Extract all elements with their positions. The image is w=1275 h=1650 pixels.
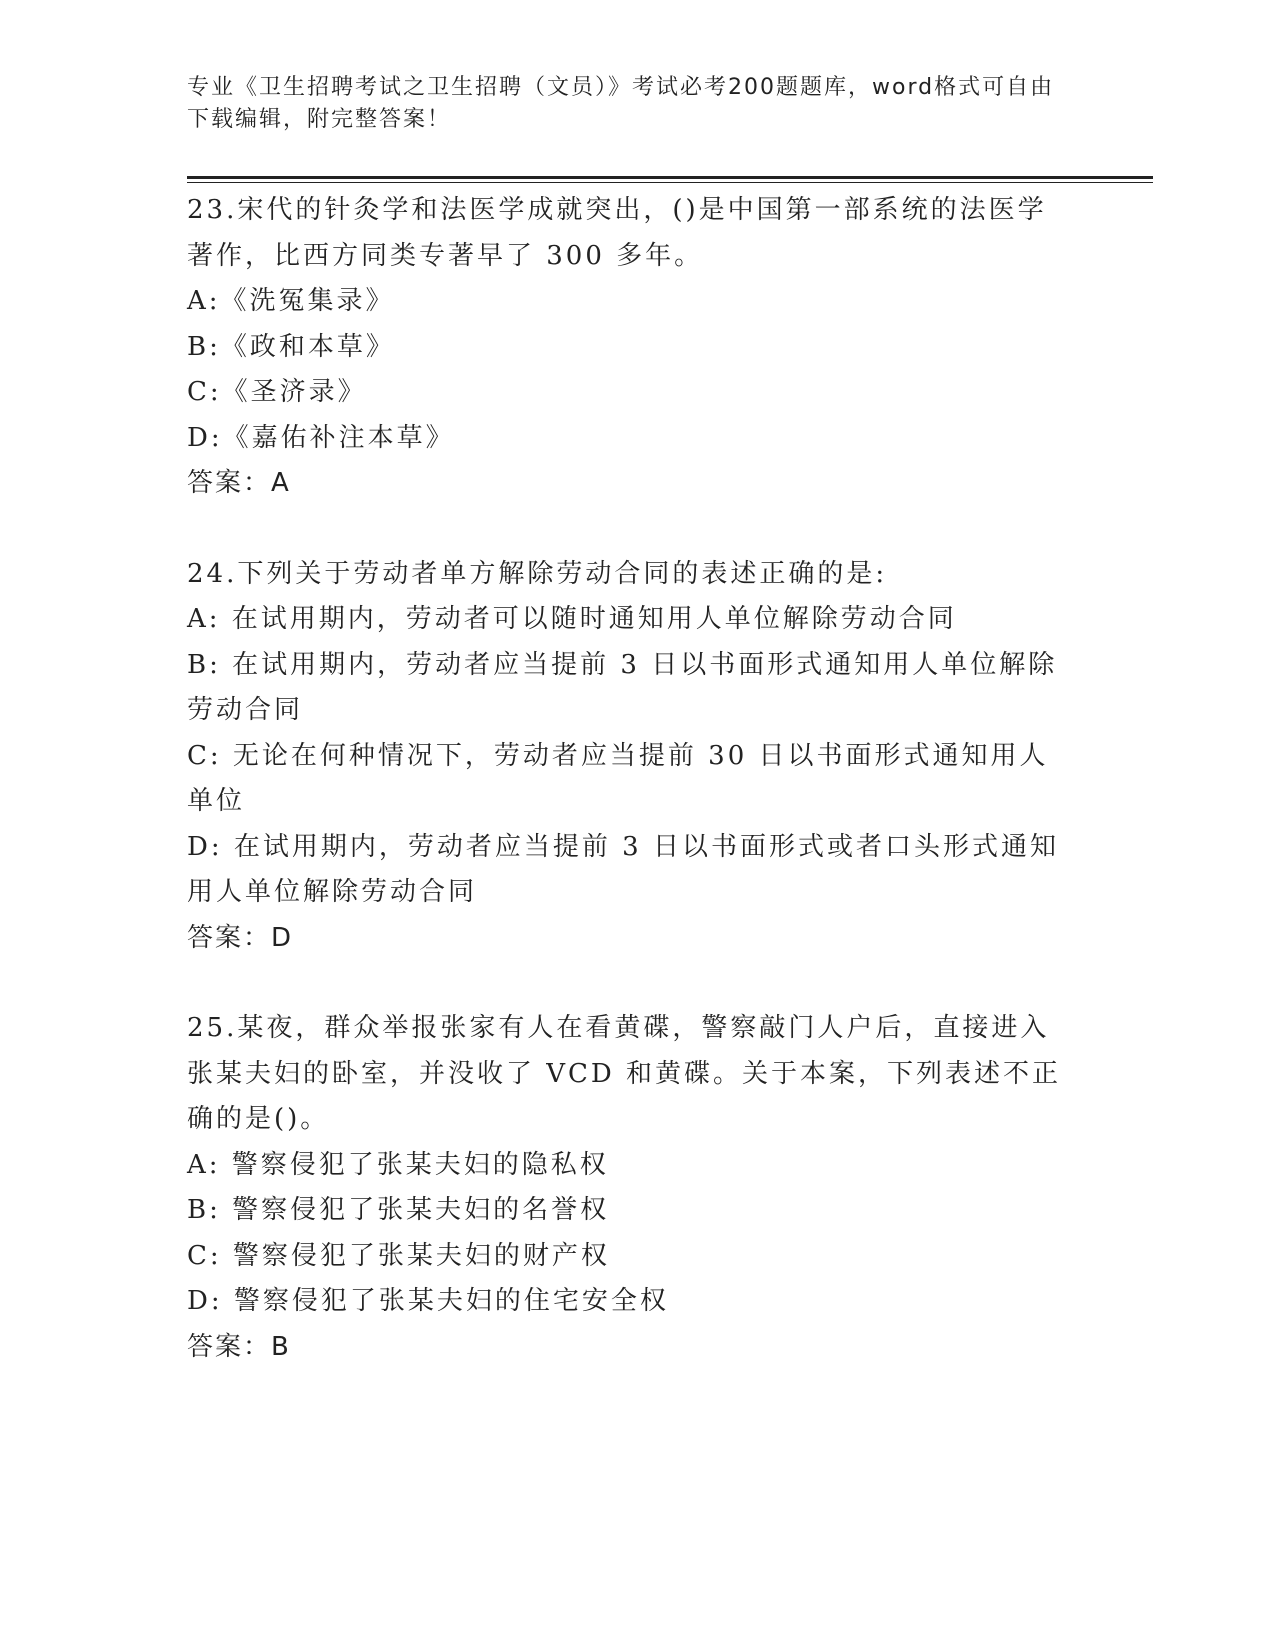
question-item <box>187 1006 1087 1370</box>
question-stem: 23.宋代的针灸学和法医学成就突出，()是中国第一部系统的法医学著作，比西方同类专著早了 300 多年。 <box>187 195 1047 271</box>
option-d: D: 在试用期内，劳动者应当提前 3 日以书面形式或者口头形式通知用人单位解除劳动合同 <box>187 831 1059 907</box>
header-divider-thin <box>187 182 1153 183</box>
question-stem: 24.下列关于劳动者单方解除劳动合同的表述正确的是: <box>187 558 888 589</box>
option-b: B:《政和本草》 <box>187 331 395 362</box>
option-b: B: 在试用期内，劳动者应当提前 3 日以书面形式通知用人单位解除劳动合同 <box>187 649 1058 725</box>
document-header: 专业《卫生招聘考试之卫生招聘（文员）》考试必考200题题库，word格式可自由下载编辑，附完整答案！ <box>187 75 1055 132</box>
question-spacer <box>187 507 1087 552</box>
option-a: A: 在试用期内，劳动者可以随时通知用人单位解除劳动合同 <box>187 604 957 634</box>
answer-label: 答案：D <box>187 922 294 953</box>
header-divider-thick <box>187 176 1153 179</box>
question-item <box>187 552 1087 962</box>
option-d: D:《嘉佑补注本草》 <box>187 422 455 453</box>
question-list <box>187 188 1087 1370</box>
option-c: C:《圣济录》 <box>187 377 367 407</box>
option-d: D: 警察侵犯了张某夫妇的住宅安全权 <box>187 1286 669 1316</box>
option-a: A: 警察侵犯了张某夫妇的隐私权 <box>187 1149 609 1180</box>
question-spacer <box>187 961 1087 1006</box>
option-b: B: 警察侵犯了张某夫妇的名誉权 <box>187 1195 610 1225</box>
option-c: C: 警察侵犯了张某夫妇的财产权 <box>187 1240 610 1271</box>
question-stem: 25.某夜，群众举报张家有人在看黄碟，警察敲门人户后，直接进入张某夫妇的卧室，并没收了 VCD 和黄碟。关于本案，下列表述不正确的是()。 <box>187 1013 1062 1134</box>
option-a: A:《洗冤集录》 <box>187 286 395 316</box>
question-item <box>187 188 1087 507</box>
option-c: C: 无论在何种情况下，劳动者应当提前 30 日以书面形式通知用人单位 <box>187 740 1049 816</box>
answer-label: 答案：A <box>187 468 291 498</box>
answer-label: 答案：B <box>187 1331 291 1362</box>
